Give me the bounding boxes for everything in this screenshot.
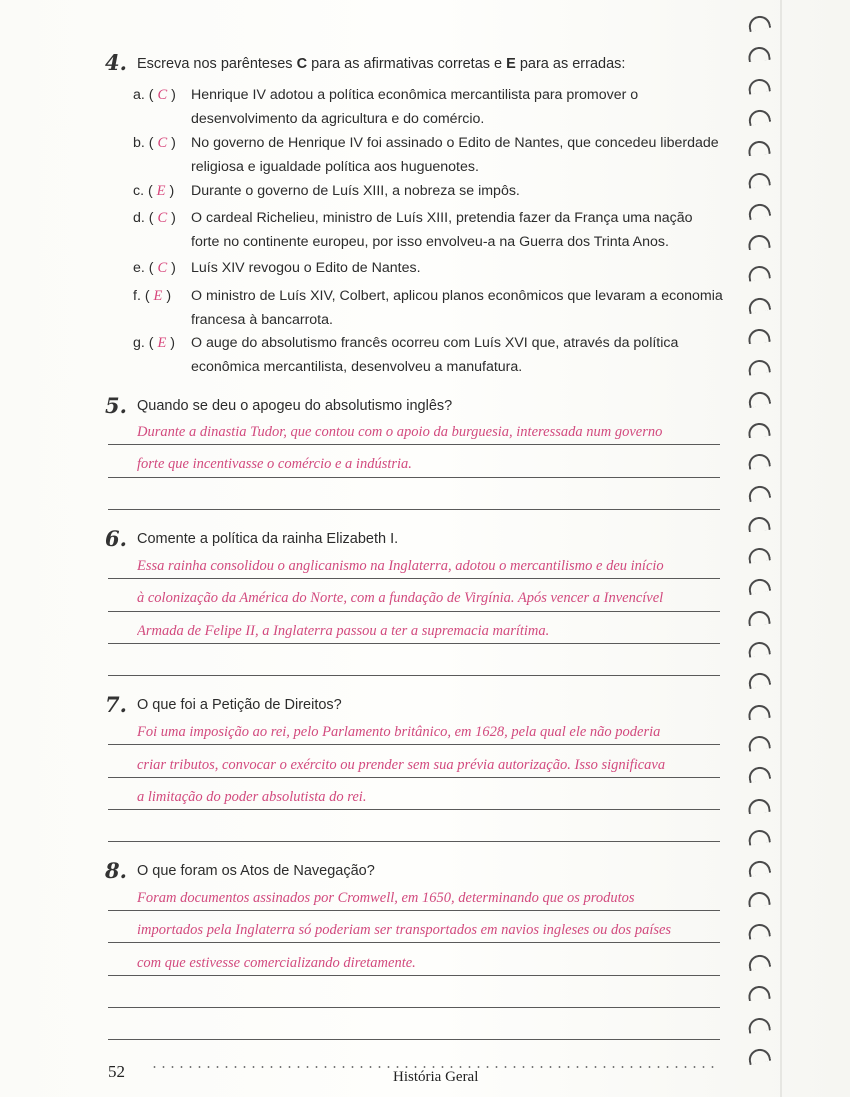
question-6-prompt: Comente a política da rainha Elizabeth I. bbox=[137, 531, 399, 547]
spiral-ring bbox=[747, 77, 771, 94]
spiral-ring bbox=[747, 14, 771, 32]
question-4-prompt: Escreva nos parênteses C para as afirmativas corretas e E para as erradas: bbox=[137, 56, 626, 72]
spiral-ring bbox=[747, 234, 770, 250]
question-5-prompt: Quando se deu o apogeu do absolutismo inglês? bbox=[137, 398, 453, 414]
q4-item-d: d. ( C ) O cardeal Richelieu, ministro de Luís XIII, pretendia fazer da França uma nação forte no continente europeu, por isso envolveu-a na Guerra dos Trinta Anos. bbox=[133, 210, 693, 250]
spiral-ring bbox=[747, 828, 771, 845]
spiral-ring bbox=[747, 891, 770, 907]
answer-mark: C bbox=[157, 210, 168, 226]
q4-item-f: f. ( E ) O ministro de Luís XIV, Colbert, aplicou planos econômicos que levaram a economia francesa à bancarrota. bbox=[133, 288, 723, 328]
spiral-ring bbox=[747, 453, 771, 470]
q6-answer-line-3: Armada de Felipe II, a Inglaterra passou a ter a supremacia marítima. bbox=[137, 623, 550, 639]
q8-answer-line-3: com que estivesse comercializando diretamente. bbox=[137, 955, 416, 971]
spiral-ring bbox=[747, 953, 771, 971]
answer-mark: C bbox=[157, 260, 168, 276]
page-number: 52 bbox=[108, 1062, 125, 1081]
spiral-ring bbox=[747, 640, 771, 657]
answer-mark: E bbox=[153, 288, 163, 304]
spiral-ring bbox=[747, 296, 771, 314]
answer-rule bbox=[108, 444, 720, 445]
question-7-number: 7. bbox=[105, 692, 127, 717]
q4-item-a: a. ( C ) Henrique IV adotou a política econômica mercantilista para promover o desenvolvimento da agricultura e do comércio. bbox=[133, 87, 639, 127]
spiral-ring bbox=[747, 859, 771, 877]
q4-item-b: b. ( C ) No governo de Henrique IV foi assinado o Edito de Nantes, que concedeu liberdade religiosa e igualdade política aos huguenotes. bbox=[133, 135, 719, 175]
answer-rule bbox=[108, 910, 720, 911]
spiral-ring bbox=[747, 389, 771, 407]
spiral-ring bbox=[747, 483, 771, 501]
question-8-prompt: O que foram os Atos de Navegação? bbox=[137, 863, 375, 879]
answer-rule bbox=[108, 611, 720, 612]
spiral-ring bbox=[747, 610, 770, 626]
spiral-ring bbox=[747, 328, 770, 344]
spiral-ring bbox=[747, 577, 771, 595]
spiral-ring bbox=[747, 422, 770, 438]
question-7-prompt: O que foi a Petição de Direitos? bbox=[137, 697, 342, 713]
q6-answer-line-1: Essa rainha consolidou o anglicanismo na Inglaterra, adotou o mercantilismo e deu início bbox=[137, 558, 664, 574]
question-8-number: 8. bbox=[105, 858, 127, 883]
q8-answer-line-2: importados pela Inglaterra só poderiam ser transportados em navios ingleses ou dos países bbox=[137, 922, 672, 938]
answer-rule bbox=[108, 675, 720, 676]
spiral-ring bbox=[747, 671, 771, 689]
q6-answer-line-2: à colonização da América do Norte, com a fundação de Virgínia. Após vencer a Invencível bbox=[137, 590, 664, 606]
q5-answer-line-2: forte que incentivasse o comércio e a indústria. bbox=[137, 456, 412, 472]
q8-answer-line-1: Foram documentos assinados por Cromwell, em 1650, determinando que os produtos bbox=[137, 890, 635, 906]
book-title: História Geral bbox=[393, 1069, 479, 1085]
spiral-ring bbox=[747, 1016, 771, 1033]
spiral-ring bbox=[747, 797, 770, 813]
answer-rule bbox=[108, 841, 720, 842]
spiral-ring bbox=[747, 922, 771, 939]
spiral-ring bbox=[747, 359, 771, 376]
answer-rule bbox=[108, 942, 720, 943]
answer-rule bbox=[108, 744, 720, 745]
q5-answer-line-1: Durante a dinastia Tudor, que contou com o apoio da burguesia, interessada num governo bbox=[137, 424, 663, 440]
spiral-ring bbox=[747, 46, 770, 62]
question-4-number: 4. bbox=[105, 50, 127, 75]
q7-answer-line-2: criar tributos, convocar o exército ou prender sem sua prévia autorização. Isso significava bbox=[137, 757, 666, 773]
answer-mark: E bbox=[157, 335, 167, 351]
answer-rule bbox=[108, 578, 720, 579]
answer-rule bbox=[108, 477, 720, 478]
spiral-ring bbox=[747, 546, 771, 563]
question-5-number: 5. bbox=[105, 393, 127, 418]
q7-answer-line-1: Foi uma imposição ao rei, pelo Parlamento britânico, em 1628, pela qual ele não poderia bbox=[137, 724, 661, 740]
answer-mark: C bbox=[157, 135, 168, 151]
q4-item-g: g. ( E ) O auge do absolutismo francês ocorreu com Luís XVI que, através da política econômica mercantilista, desenvolveu a manufatura. bbox=[133, 335, 679, 375]
answer-mark: C bbox=[157, 87, 168, 103]
q4-item-c: c. ( E ) Durante o governo de Luís XIII, a nobreza se impôs. bbox=[133, 183, 520, 199]
spiral-ring bbox=[747, 765, 771, 783]
spiral-ring bbox=[747, 734, 771, 751]
answer-rule bbox=[108, 777, 720, 778]
spiral-ring bbox=[747, 1047, 771, 1065]
answer-rule bbox=[108, 643, 720, 644]
spiral-ring bbox=[747, 985, 770, 1001]
spiral-ring bbox=[747, 516, 770, 532]
spiral-ring bbox=[747, 171, 771, 188]
answer-mark: E bbox=[156, 183, 166, 199]
margin-line bbox=[780, 0, 782, 1097]
answer-rule bbox=[108, 1039, 720, 1040]
answer-rule bbox=[108, 1007, 720, 1008]
spiral-binding bbox=[744, 16, 778, 1086]
q7-answer-line-3: a limitação do poder absolutista do rei. bbox=[137, 789, 367, 805]
spiral-ring bbox=[747, 108, 771, 126]
answer-rule bbox=[108, 975, 720, 976]
question-6-number: 6. bbox=[105, 526, 127, 551]
spiral-ring bbox=[747, 703, 770, 719]
spiral-ring bbox=[747, 202, 771, 220]
answer-rule bbox=[108, 509, 720, 510]
answer-rule bbox=[108, 809, 720, 810]
spiral-ring bbox=[747, 265, 771, 282]
footer-dotted-rule bbox=[150, 1066, 720, 1068]
spiral-ring bbox=[747, 140, 770, 156]
q4-item-e: e. ( C ) Luís XIV revogou o Edito de Nantes. bbox=[133, 260, 421, 276]
